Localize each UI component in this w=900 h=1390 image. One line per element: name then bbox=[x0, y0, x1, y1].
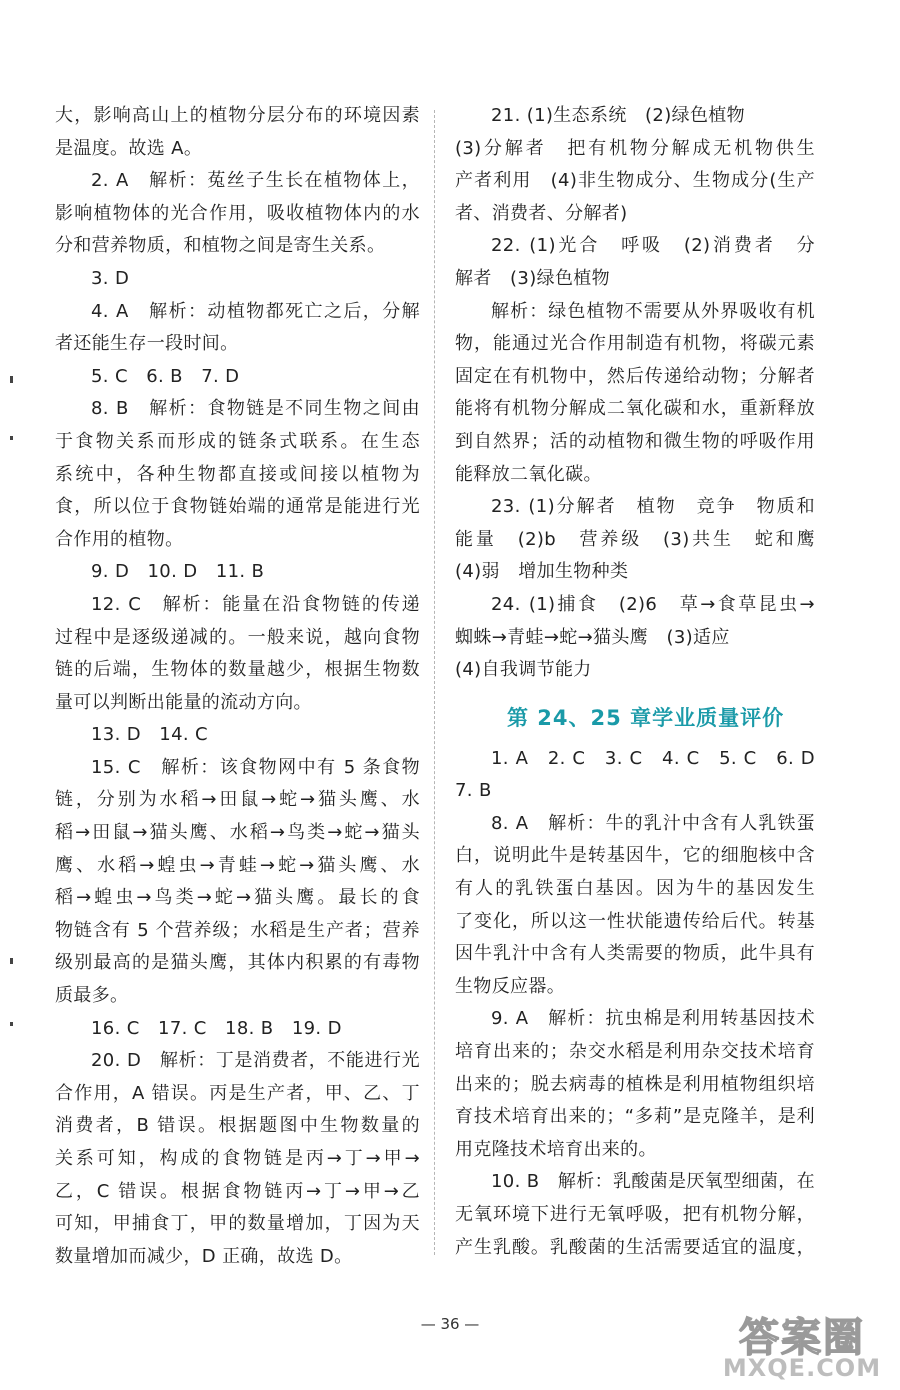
text-line: 9. D 10. D 11. B bbox=[91, 561, 265, 583]
text-line: 1. A 2. C 3. C 4. C 5. C 6. D bbox=[491, 747, 815, 769]
text-line: 21. (1)生态系统 (2)绿色植物 bbox=[491, 105, 745, 126]
text-line: 24. (1)捕食 (2)6 草→食草昆虫→ bbox=[491, 593, 815, 615]
right-column-answers-21-24 bbox=[455, 100, 815, 687]
text-line: 5. C 6. B 7. D bbox=[91, 365, 240, 387]
text-line: 能将有机物分解成二氧化碳和水，重新释放 bbox=[455, 398, 815, 420]
text-line: 20. D 解析：丁是消费者，不能进行光 bbox=[91, 1050, 420, 1072]
text-line: 因牛乳汁中含有人类需要的物质，此牛具有 bbox=[455, 943, 815, 965]
text-line: (3)分解者 把有机物分解成无机物供生 bbox=[455, 137, 815, 159]
text-line: 乙，C 错误。根据食物链丙→丁→甲→乙 bbox=[55, 1180, 420, 1202]
text-line: 消费者，B 错误。根据题图中生物数量的 bbox=[55, 1115, 420, 1137]
text-line: 数量增加而减少，D 正确，故选 D。 bbox=[55, 1245, 353, 1267]
text-line: 质最多。 bbox=[55, 985, 129, 1007]
left-column bbox=[55, 100, 420, 1273]
text-line: 物，能通过光合作用制造有机物，将碳元素 bbox=[455, 333, 815, 355]
text-line: 稻→蝗虫→鸟类→蛇→猫头鹰。最长的食 bbox=[55, 887, 420, 909]
text-line: 能释放二氧化碳。 bbox=[455, 463, 602, 485]
right-column bbox=[455, 100, 815, 1264]
text-line: 12. C 解析：能量在沿食物链的传递 bbox=[91, 593, 420, 615]
text-line: 稻→田鼠→猫头鹰、水稻→鸟类→蛇→猫头 bbox=[55, 822, 420, 844]
text-line: 9. A 解析：抗虫棉是利用转基因技术 bbox=[491, 1008, 815, 1030]
text-line: 22. (1)光合 呼吸 (2)消费者 分 bbox=[491, 235, 815, 257]
text-line: 16. C 17. C 18. B 19. D bbox=[91, 1017, 342, 1039]
margin-mark bbox=[10, 1022, 13, 1026]
text-line: 产者利用 (4)非生物成分、生物成分(生产 bbox=[455, 170, 815, 192]
text-line: 可知，甲捕食丁，甲的数量增加，丁因为天 bbox=[55, 1213, 420, 1235]
text-line: 到自然界；活的动植物和微生物的呼吸作用 bbox=[455, 430, 815, 452]
text-line: 固定在有机物中，然后传递给动物；分解者 bbox=[455, 365, 815, 387]
text-line: 链，分别为水稻→田鼠→蛇→猫头鹰、水 bbox=[55, 789, 420, 811]
text-line: 合作用的植物。 bbox=[55, 528, 184, 550]
text-line: 链的后端，生物体的数量越少，根据生物数 bbox=[55, 659, 420, 681]
text-line: 育技术培育出来的；“多莉”是克隆羊，是利 bbox=[455, 1106, 815, 1128]
text-line: 解者 (3)绿色植物 bbox=[455, 267, 610, 289]
text-line: 解析：绿色植物不需要从外界吸收有机 bbox=[491, 300, 815, 322]
text-line: 能量 (2)b 营养级 (3)共生 蛇和鹰 bbox=[455, 528, 815, 550]
text-line: 影响植物体的光合作用，吸收植物体内的水 bbox=[55, 202, 420, 224]
text-line: 13. D 14. C bbox=[91, 724, 208, 746]
column-divider bbox=[434, 110, 435, 1255]
text-line: 生物反应器。 bbox=[455, 975, 566, 997]
text-line: 培育出来的；杂交水稻是利用杂交技术培育 bbox=[455, 1041, 815, 1063]
text-line: (4)弱 增加生物种类 bbox=[455, 561, 629, 583]
text-line: 了变化，所以这一性状能遗传给后代。转基 bbox=[455, 910, 815, 932]
text-line: 无氧环境下进行无氧呼吸，把有机物分解， bbox=[455, 1204, 815, 1225]
right-column-section-answers bbox=[455, 743, 815, 1265]
text-line: 出来的；脱去病毒的植株是利用植物组织培 bbox=[455, 1073, 815, 1095]
text-line: 合作用，A 错误。丙是生产者，甲、乙、丁 bbox=[55, 1082, 420, 1104]
text-line: 量可以判断出能量的流动方向。 bbox=[55, 691, 312, 713]
watermark-text: 答案圈 bbox=[739, 1315, 865, 1361]
text-line: (4)自我调节能力 bbox=[455, 659, 592, 681]
text-line: 者、消费者、分解者) bbox=[455, 202, 628, 224]
text-line: 蜘蛛→青蛙→蛇→猫头鹰 (3)适应 bbox=[455, 626, 730, 648]
text-line: 是温度。故选 A。 bbox=[55, 137, 203, 159]
text-line: 2. A 解析：菟丝子生长在植物体上， bbox=[91, 170, 420, 192]
text-line: 关系可知，构成的食物链是丙→丁→甲→ bbox=[55, 1148, 420, 1169]
margin-mark bbox=[10, 958, 13, 964]
text-line: 有人的乳铁蛋白基因。因为牛的基因发生 bbox=[455, 878, 815, 900]
text-line: 产生乳酸。乳酸菌的生活需要适宜的温度， bbox=[455, 1236, 815, 1258]
text-line: 系统中，各种生物都直接或间接以植物为 bbox=[55, 463, 420, 485]
margin-mark bbox=[10, 376, 13, 383]
text-line: 鹰、水稻→蝗虫→青蛙→蛇→猫头鹰、水 bbox=[55, 854, 420, 876]
text-line: 者还能生存一段时间。 bbox=[55, 333, 239, 355]
text-line: 15. C 解析：该食物网中有 5 条食物 bbox=[91, 756, 420, 778]
section-heading: 第 24、25 章学业质量评价 bbox=[507, 705, 785, 730]
watermark-url: MXQE.COM bbox=[722, 1354, 882, 1382]
text-line: 用克隆技术培育出来的。 bbox=[455, 1138, 657, 1160]
text-line: 大，影响高山上的植物分层分布的环境因素 bbox=[55, 105, 420, 126]
text-line: 8. B 解析：食物链是不同生物之间由 bbox=[91, 398, 420, 420]
text-line: 物链含有 5 个营养级；水稻是生产者；营养 bbox=[55, 919, 420, 941]
text-line: 白，说明此牛是转基因牛，它的细胞核中含 bbox=[455, 845, 815, 867]
text-line: 分和营养物质，和植物之间是寄生关系。 bbox=[55, 235, 386, 257]
text-line: 4. A 解析：动植物都死亡之后，分解 bbox=[91, 300, 420, 322]
text-line: 级别最高的是猫头鹰，其体内积累的有毒物 bbox=[55, 952, 420, 974]
text-line: 23. (1)分解者 植物 竞争 物质和 bbox=[491, 496, 815, 518]
watermark-logo bbox=[712, 1300, 892, 1386]
margin-mark bbox=[10, 436, 13, 440]
text-line: 7. B bbox=[455, 780, 492, 802]
page-number: — 36 — bbox=[420, 1315, 480, 1333]
text-line: 过程中是逐级递减的。一般来说，越向食物 bbox=[55, 626, 420, 648]
text-line: 于食物关系而形成的链条式联系。在生态 bbox=[55, 430, 420, 452]
text-line: 8. A 解析：牛的乳汁中含有人乳铁蛋 bbox=[491, 812, 815, 834]
text-line: 3. D bbox=[91, 267, 130, 289]
text-line: 食，所以位于食物链始端的通常是能进行光 bbox=[55, 496, 420, 518]
text-line: 10. B 解析：乳酸菌是厌氧型细菌，在 bbox=[491, 1171, 815, 1193]
